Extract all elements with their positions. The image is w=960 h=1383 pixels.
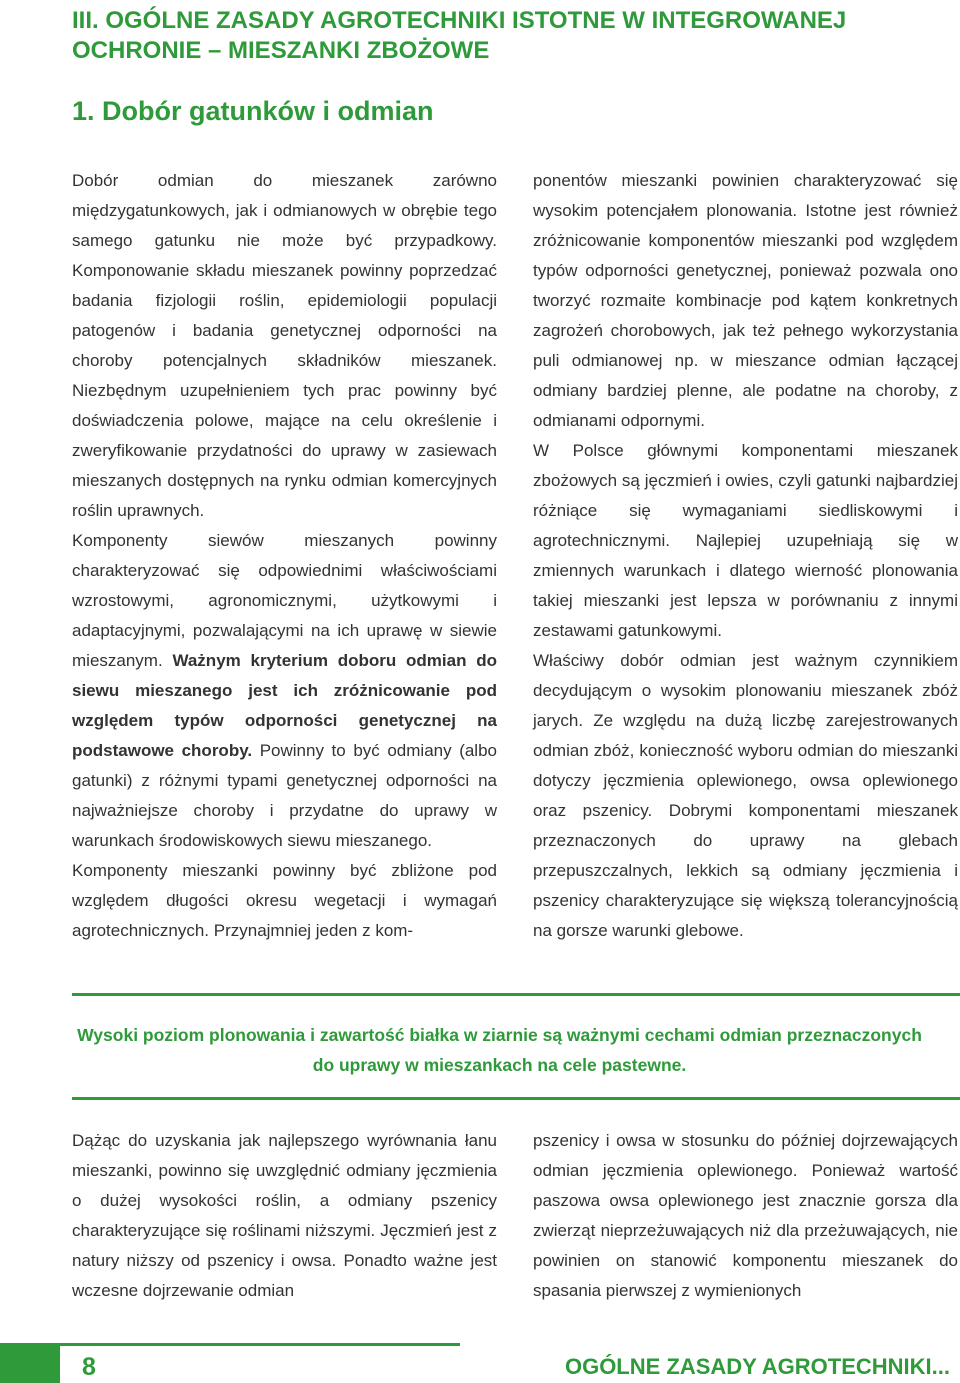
left-paragraph-2-end: Powinny to być odmiany (albo gatunki) z różnymi typami genetycznej odporności na najważniejsze choroby i przydatne do uprawy w warunkach środowiskowych siewu mieszanego.: [72, 741, 497, 850]
left2-paragraph-1: Dążąc do uzyskania jak najlepszego wyrównania łanu mieszanki, powinno się uwzględnić odmiany jęczmienia o dużej wysokości roślin, a odmiany pszenicy charakteryzujące się roślinami niższymi. Jęczmień jest z natury niższy od pszenicy i owsa. Ponadto ważne jest wczesne dojrzewanie odmian: [72, 1131, 497, 1300]
right-column-2: [533, 1126, 958, 1306]
callout-top-rule: [72, 993, 960, 996]
right-paragraph-3: Właściwy dobór odmian jest ważnym czynnikiem decydującym o wysokim plonowaniu mieszanek zbóż jarych. Ze względu na dużą liczbę zarejestrowanych odmian zbóż, konieczność wyboru odmian do mieszanki dotyczy jęczmienia oplewionego, owsa oplewionego oraz pszenicy. Dobrymi komponentami mieszanek przeznaczonych do uprawy na glebach przepuszczalnych, lekkich są odmiany jęczmienia i pszenicy charakteryzujące się większą tolerancyjnością na gorsze warunki glebowe.: [533, 651, 958, 940]
section-title: 1. Dobór gatunków i odmian: [72, 96, 434, 126]
running-head: OGÓLNE ZASADY AGROTECHNIKI...: [564, 1354, 950, 1379]
page-number: 8: [82, 1353, 96, 1381]
left-paragraph-2-start: Komponenty siewów mieszanych powinny charakteryzować się odpowiednimi właściwościami wzrostowymi, agronomicznymi, użytkowymi i adaptacyjnymi, pozwalającymi na ich uprawę w siewie mieszanym.: [72, 531, 497, 670]
right-column: [533, 166, 958, 946]
left-paragraph-2: [72, 526, 497, 856]
left-paragraph-1: Dobór odmian do mieszanek zarówno międzygatunkowych, jak i odmianowych w obrębie tego samego gatunku nie może być przypadkowy. Komponowanie składu mieszanek powinny poprzedzać badania fizjologii roślin, epidemiologii populacji patogenów i badania genetycznej odporności na choroby potencjalnych składników mieszanek. Niezbędnym uzupełnieniem tych prac powinny być doświadczenia polowe, mające na celu określenie i zweryfikowanie przydatności do uprawy w zasiewach mieszanych dostępnych na rynku odmian komercyjnych roślin uprawnych.: [72, 171, 497, 520]
left-paragraph-2-bold: Ważnym kryterium doboru odmian do siewu mieszanego jest ich zróżnicowanie pod względem typów odporności genetycznej na podstawowe choroby.: [72, 651, 497, 760]
left-column: [72, 166, 497, 946]
callout-bottom-rule: [72, 1097, 960, 1100]
right-paragraph-1: ponentów mieszanki powinien charakteryzować się wysokim potencjałem plonowania. Istotne jest również zróżnicowanie komponentów mieszanki pod względem typów odporności genetycznej, ponieważ pozwala ono tworzyć rozmaite kombinacje pod kątem konkretnych zagrożeń chorobowych, jak też pełnego wykorzystania puli odmianowej np. w mieszance odmian łączącej odmiany bardziej plenne, ale podatne na choroby, z odmianami odpornymi.: [533, 171, 958, 430]
right2-paragraph-1: pszenicy i owsa w stosunku do później dojrzewających odmian jęczmienia oplewionego. Ponieważ wartość paszowa owsa oplewionego jest znacznie gorsza dla zwierząt nieprzeżuwających niż dla przeżuwających, nie powinien on stanowić komponentu mieszanek do spasania pierwszej z wymienionych: [533, 1131, 958, 1300]
footer-accent-block: [0, 1343, 60, 1383]
footer-accent-line: [60, 1343, 460, 1346]
right-paragraph-2: W Polsce głównymi komponentami mieszanek zbożowych są jęczmień i owies, czyli gatunki najbardziej różniące się wymaganiami siedliskowymi i agrotechnicznymi. Najlepiej uzupełniają się w zmiennych warunkach i dlatego wierność plonowania takiej mieszanki jest lepsza w porównaniu z innymi zestawami gatunkowymi.: [533, 441, 958, 640]
left-column-2: [72, 1126, 497, 1306]
chapter-title: III. OGÓLNE ZASADY AGROTECHNIKI ISTOTNE W INTEGROWANEJ OCHRONIE – MIESZANKI ZBOŻOWE: [72, 7, 847, 64]
left-paragraph-3: Komponenty mieszanki powinny być zbliżone pod względem długości okresu wegetacji i wymagań agrotechnicznych. Przynajmniej jeden z kom-: [72, 861, 497, 940]
callout-box: Wysoki poziom plonowania i zawartość białka w ziarnie są ważnymi cechami odmian przeznaczonych do uprawy w mieszankach na cele pastewne.: [77, 1025, 922, 1075]
